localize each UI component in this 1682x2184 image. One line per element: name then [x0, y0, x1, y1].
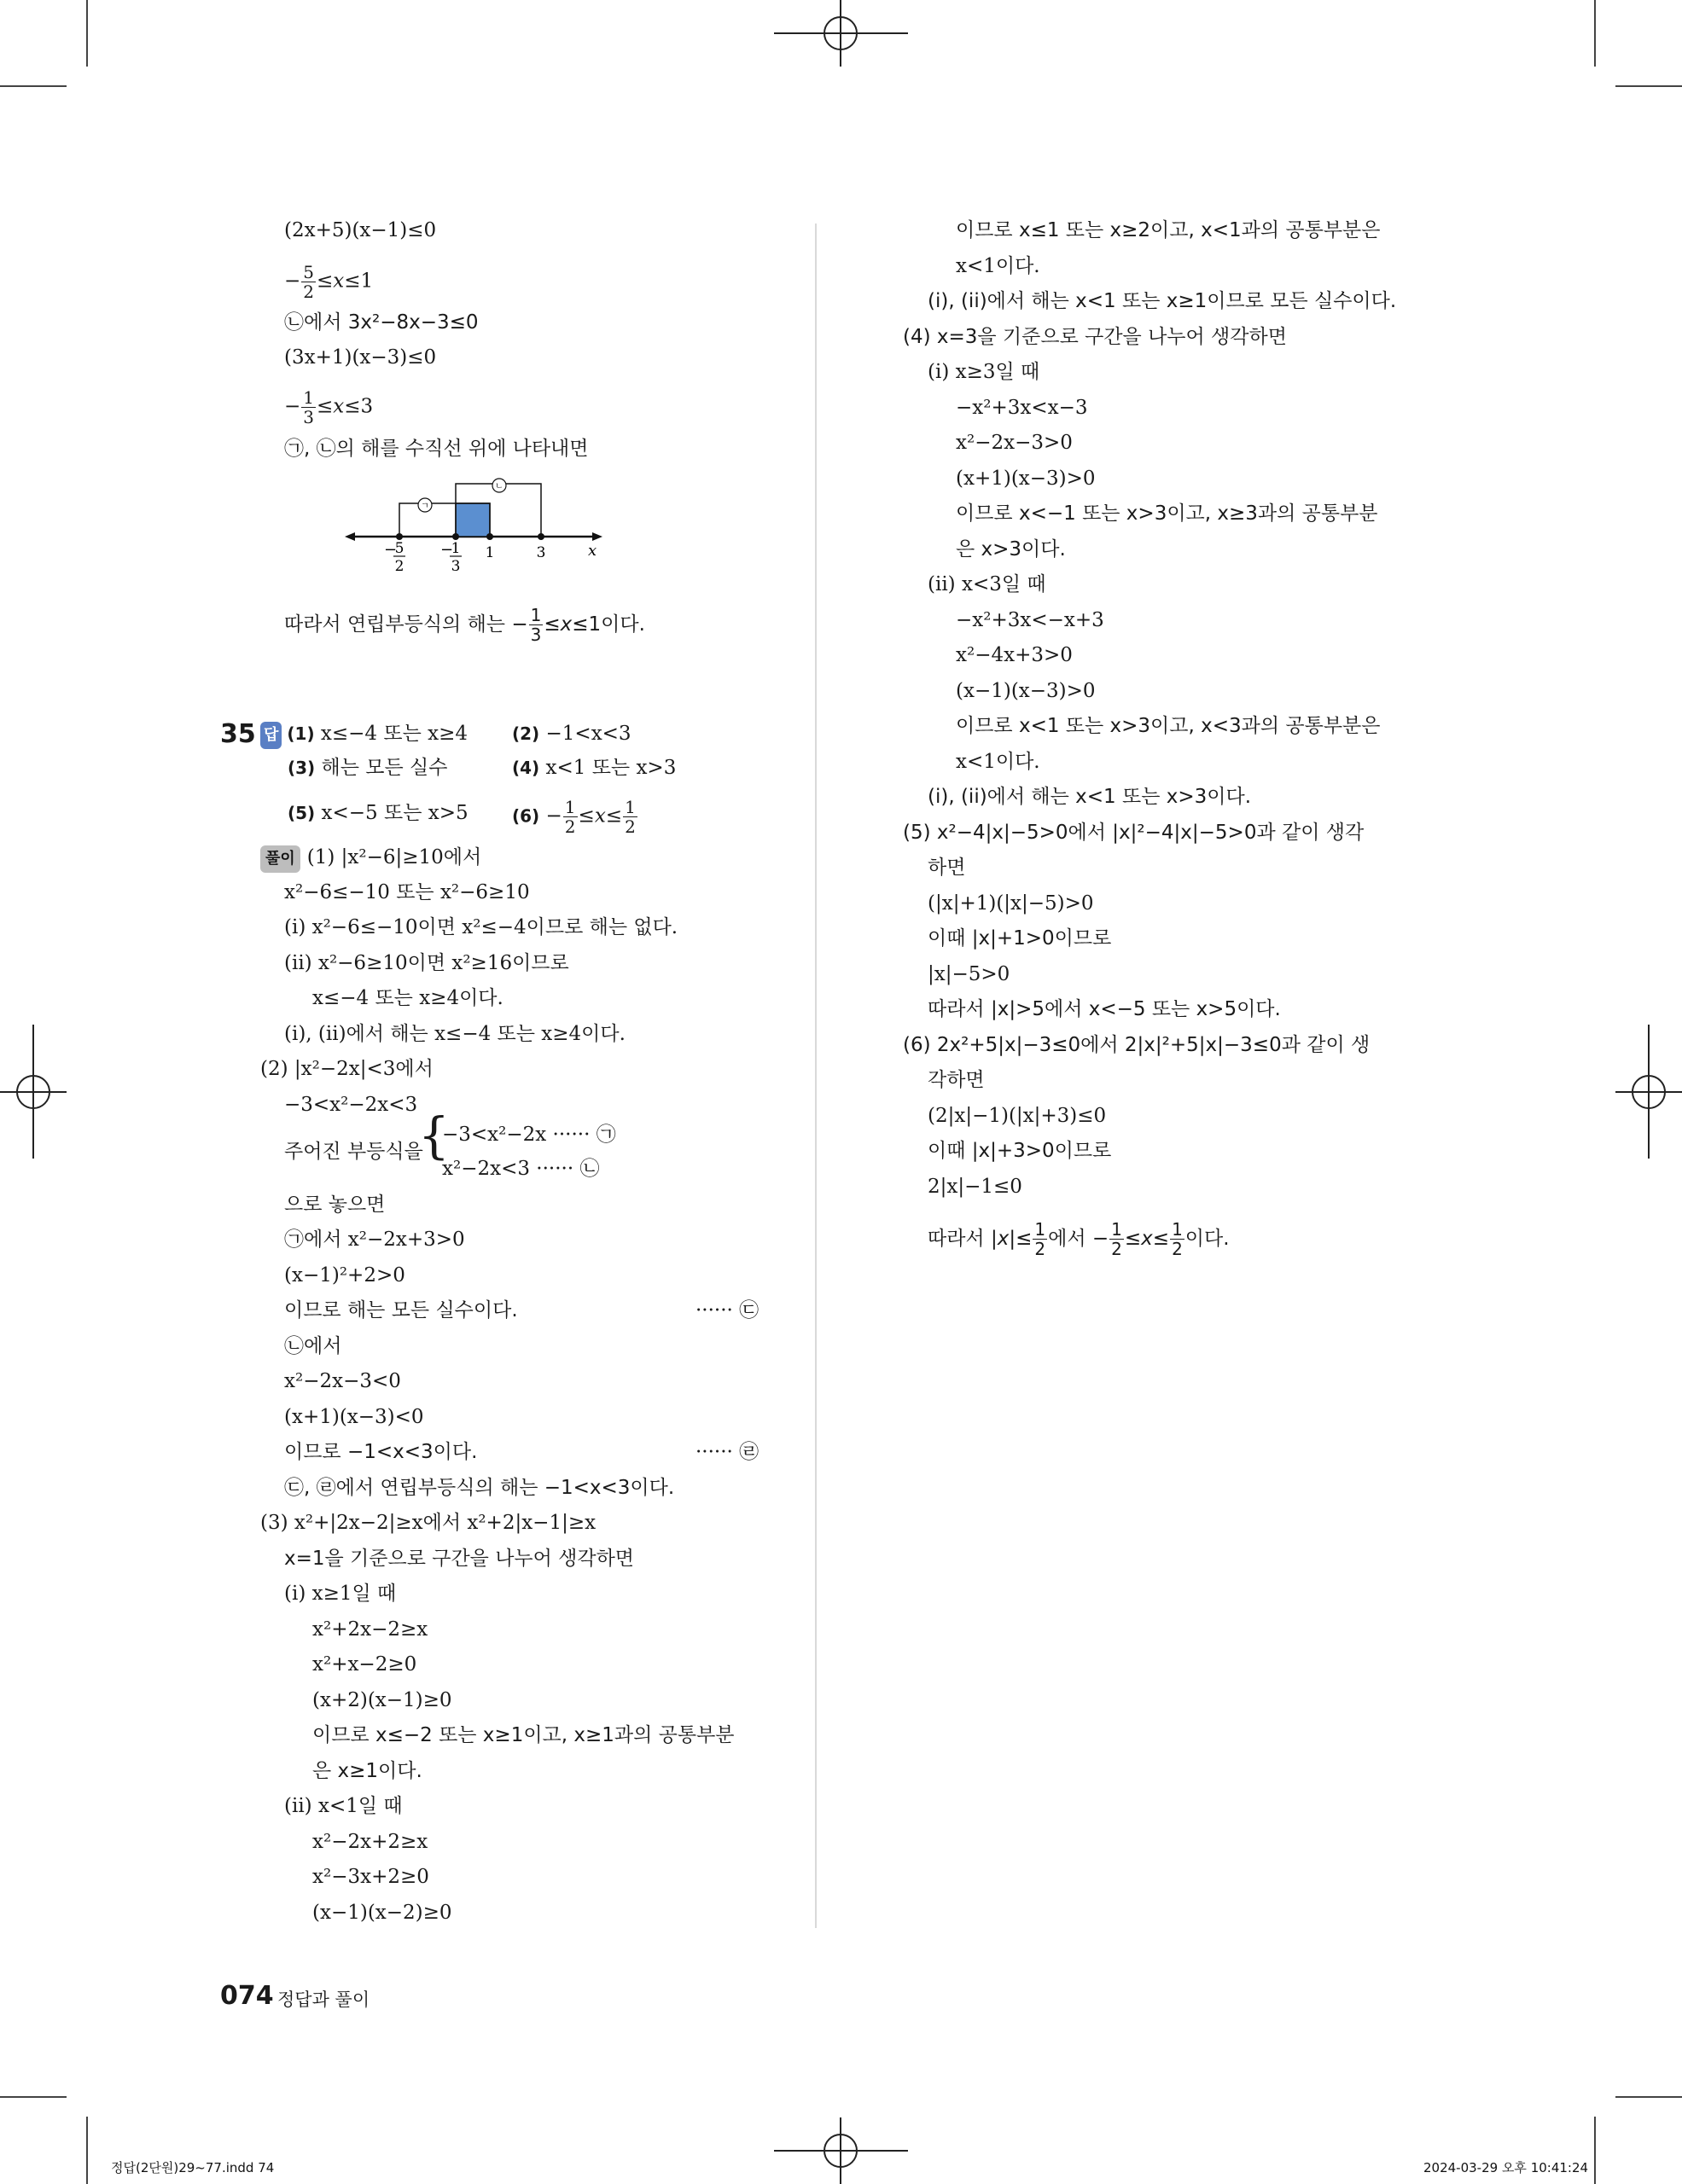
solution-line: ㉢, ㉣에서 연립부등식의 해는 −1<x<3이다.: [284, 1477, 675, 1499]
conclusion-line: 따라서 연립부등식의 해는 − $\frac{1}{3}$ ≤x≤1이다.: [284, 605, 645, 645]
column-divider: [815, 224, 817, 1928]
solution-line: (|x|+1)(|x|−5)>0: [928, 892, 1094, 915]
math-line: ㉠, ㉡의 해를 수직선 위에 나타내면: [284, 438, 589, 460]
number-line-diagram: [341, 473, 614, 584]
answer-row-1: 답 (1) x≤−4 또는 x≥4: [260, 721, 468, 749]
svg-text:x: x: [588, 542, 597, 560]
svg-text:2: 2: [394, 558, 404, 575]
svg-text:ㄱ: ㄱ: [421, 502, 429, 511]
solution-line: 은 x≥1이다.: [312, 1760, 422, 1782]
solution-line: x²+x−2≥0: [312, 1653, 417, 1676]
solution-line: ㉠에서 x²−2x+3>0: [284, 1228, 465, 1251]
fraction: $\frac{1}{3}$: [530, 605, 542, 645]
solution-line: x²−3x+2≥0: [312, 1866, 429, 1888]
fraction: $\frac{1}{3}$: [303, 387, 315, 427]
fraction: $\frac{1}{2}$: [564, 797, 576, 837]
crop-mark: [1615, 85, 1682, 87]
answer-badge: 답: [260, 722, 282, 749]
equation-tag: ······ ㉣: [695, 1441, 760, 1463]
fraction: $\frac{1}{2}$: [1172, 1219, 1183, 1259]
solution-line: −3<x²−2x ······ ㉠: [442, 1124, 616, 1146]
fraction: $\frac{1}{2}$: [625, 797, 636, 837]
solution-line: 2|x|−1≤0: [928, 1176, 1022, 1198]
crop-mark: [1594, 2117, 1596, 2184]
math-line: (3x+1)(x−3)≤0: [284, 346, 437, 369]
solution-line: 풀이 (1) |x²−6|≥10에서: [260, 845, 481, 873]
solution-line: (ii) x<1일 때: [284, 1795, 403, 1817]
solution-line: x²−4x+3>0: [956, 644, 1073, 666]
solution-line: −3<x²−2x<3: [284, 1094, 418, 1116]
solution-line: x²−2x−3>0: [956, 432, 1073, 454]
solution-line: (ii) x²−6≥10이면 x²≥16이므로: [284, 952, 569, 974]
svg-text:−: −: [440, 541, 454, 559]
solution-line: 이므로 해는 모든 실수이다.: [284, 1299, 518, 1321]
solution-line: (x+1)(x−3)<0: [284, 1406, 424, 1428]
solution-line: 이때 |x|+3>0이므로: [928, 1140, 1112, 1162]
solution-line: (2) |x²−2x|<3에서: [260, 1058, 434, 1080]
math-line: − $\frac{1}{3}$ ≤x≤3: [284, 387, 374, 427]
answer-1: x≤−4 또는 x≥4: [320, 723, 468, 745]
solution-line: 이므로 x<−1 또는 x>3이고, x≥3과의 공통부분: [956, 502, 1378, 525]
solution-line: x²−6≤−10 또는 x²−6≥10: [284, 881, 530, 903]
solution-line: x=1을 기준으로 구간을 나누어 생각하면: [284, 1548, 635, 1570]
solution-badge: 풀이: [260, 845, 300, 873]
equation-tag: ······ ㉢: [695, 1299, 760, 1321]
solution-line: |x|−5>0: [928, 963, 1010, 985]
brace: {: [418, 1107, 450, 1165]
solution-line: −x²+3x<−x+3: [956, 609, 1104, 631]
crop-mark: [86, 0, 88, 67]
solution-line: 으로 놓으면: [284, 1194, 386, 1216]
solution-line: (x−1)²+2>0: [284, 1264, 405, 1287]
solution-line: x<1이다.: [956, 255, 1040, 277]
crop-mark: [1615, 2096, 1682, 2098]
answer-3: (3) 해는 모든 실수: [288, 757, 448, 779]
solution-line: (2|x|−1)(|x|+3)≤0: [928, 1105, 1107, 1127]
fraction: $\frac{1}{2}$: [1034, 1219, 1046, 1259]
solution-line: 따라서 |x|≤ $\frac{1}{2}$ 에서 − $\frac{1}{2}$ ≤x≤ $\frac{1}{2}$ 이다.: [928, 1219, 1230, 1259]
svg-text:−: −: [384, 541, 398, 559]
svg-text:5: 5: [394, 540, 404, 557]
answer-4: (4) x<1 또는 x>3: [512, 757, 677, 779]
math-line: ㉡에서 3x²−8x−3≤0: [284, 311, 479, 334]
solution-line: (i), (ii)에서 해는 x<1 또는 x≥1이므로 모든 실수이다.: [928, 290, 1397, 312]
slug-filename: 정답(2단원)29~77.indd 74: [111, 2160, 275, 2175]
solution-line: (x+1)(x−3)>0: [956, 468, 1096, 490]
solution-line: 이므로 x≤1 또는 x≥2이고, x<1과의 공통부분은: [956, 219, 1381, 241]
solution-line: 이므로 x≤−2 또는 x≥1이고, x≥1과의 공통부분: [312, 1724, 735, 1746]
solution-line: (4) x=3을 기준으로 구간을 나누어 생각하면: [903, 326, 1287, 348]
svg-text:1: 1: [451, 540, 461, 557]
solution-line: x≤−4 또는 x≥4이다.: [312, 987, 503, 1009]
answer-2: (2) −1<x<3: [512, 723, 631, 745]
problem-number: 35: [220, 719, 256, 749]
solution-line: x²+2x−2≥x: [312, 1618, 428, 1641]
solution-line: (i), (ii)에서 해는 x≤−4 또는 x≥4이다.: [284, 1023, 626, 1045]
solution-line: 각하면: [928, 1069, 985, 1091]
solution-line: (ii) x<3일 때: [928, 573, 1046, 595]
solution-line: (x−1)(x−3)>0: [956, 680, 1096, 702]
solution-line: (i) x²−6≤−10이면 x²≤−4이므로 해는 없다.: [284, 916, 678, 938]
svg-text:ㄴ: ㄴ: [495, 482, 503, 491]
solution-line: 이므로 −1<x<3이다.: [284, 1441, 478, 1463]
math-line: (2x+5)(x−1)≤0: [284, 219, 437, 241]
solution-line: 이므로 x<1 또는 x>3이고, x<3과의 공통부분은: [956, 715, 1381, 737]
svg-text:3: 3: [451, 558, 461, 575]
crop-mark: [86, 2117, 88, 2184]
crop-mark: [0, 2096, 67, 2098]
solution-line: 은 x>3이다.: [956, 538, 1066, 561]
page-number: 074: [220, 1981, 274, 2011]
svg-text:3: 3: [536, 544, 546, 561]
solution-line: 따라서 |x|>5에서 x<−5 또는 x>5이다.: [928, 998, 1281, 1020]
solution-line: ㉡에서: [284, 1335, 342, 1357]
solution-line: 이때 |x|+1>0이므로: [928, 927, 1112, 950]
answer-6: (6) − $\frac{1}{2}$ ≤x≤ $\frac{1}{2}$: [512, 797, 636, 837]
crop-mark: [1594, 0, 1596, 67]
slug-timestamp: 2024-03-29 오후 10:41:24: [1423, 2160, 1589, 2175]
solution-line: x²−2x+2≥x: [312, 1831, 428, 1853]
fraction: $\frac{1}{2}$: [1111, 1219, 1122, 1259]
solution-line: (6) 2x²+5|x|−3≤0에서 2|x|²+5|x|−3≤0과 같이 생: [903, 1034, 1371, 1056]
fraction: $\frac{5}{2}$: [303, 262, 315, 302]
solution-line: 하면: [928, 857, 966, 879]
solution-line: x<1이다.: [956, 751, 1040, 773]
answer-5: (5) x<−5 또는 x>5: [288, 802, 469, 824]
solution-line: (3) x²+|2x−2|≥x에서 x²+2|x−1|≥x: [260, 1512, 597, 1534]
solution-line: 주어진 부등식을: [284, 1141, 423, 1163]
svg-text:1: 1: [485, 544, 495, 561]
section-title: 정답과 풀이: [277, 1989, 370, 2010]
solution-line: x²−2x−3<0: [284, 1370, 401, 1392]
math-line: − $\frac{5}{2}$ ≤x≤1: [284, 262, 374, 302]
solution-line: (i) x≥1일 때: [284, 1583, 397, 1605]
solution-line: −x²+3x<x−3: [956, 397, 1088, 419]
solution-line: (x+2)(x−1)≥0: [312, 1689, 452, 1711]
solution-line: (i), (ii)에서 해는 x<1 또는 x>3이다.: [928, 786, 1252, 808]
crop-mark: [0, 85, 67, 87]
solution-line: (x−1)(x−2)≥0: [312, 1902, 452, 1924]
solution-line: (5) x²−4|x|−5>0에서 |x|²−4|x|−5>0과 같이 생각: [903, 822, 1365, 844]
solution-line: x²−2x<3 ······ ㉡: [442, 1158, 600, 1180]
solution-line: (i) x≥3일 때: [928, 361, 1040, 383]
